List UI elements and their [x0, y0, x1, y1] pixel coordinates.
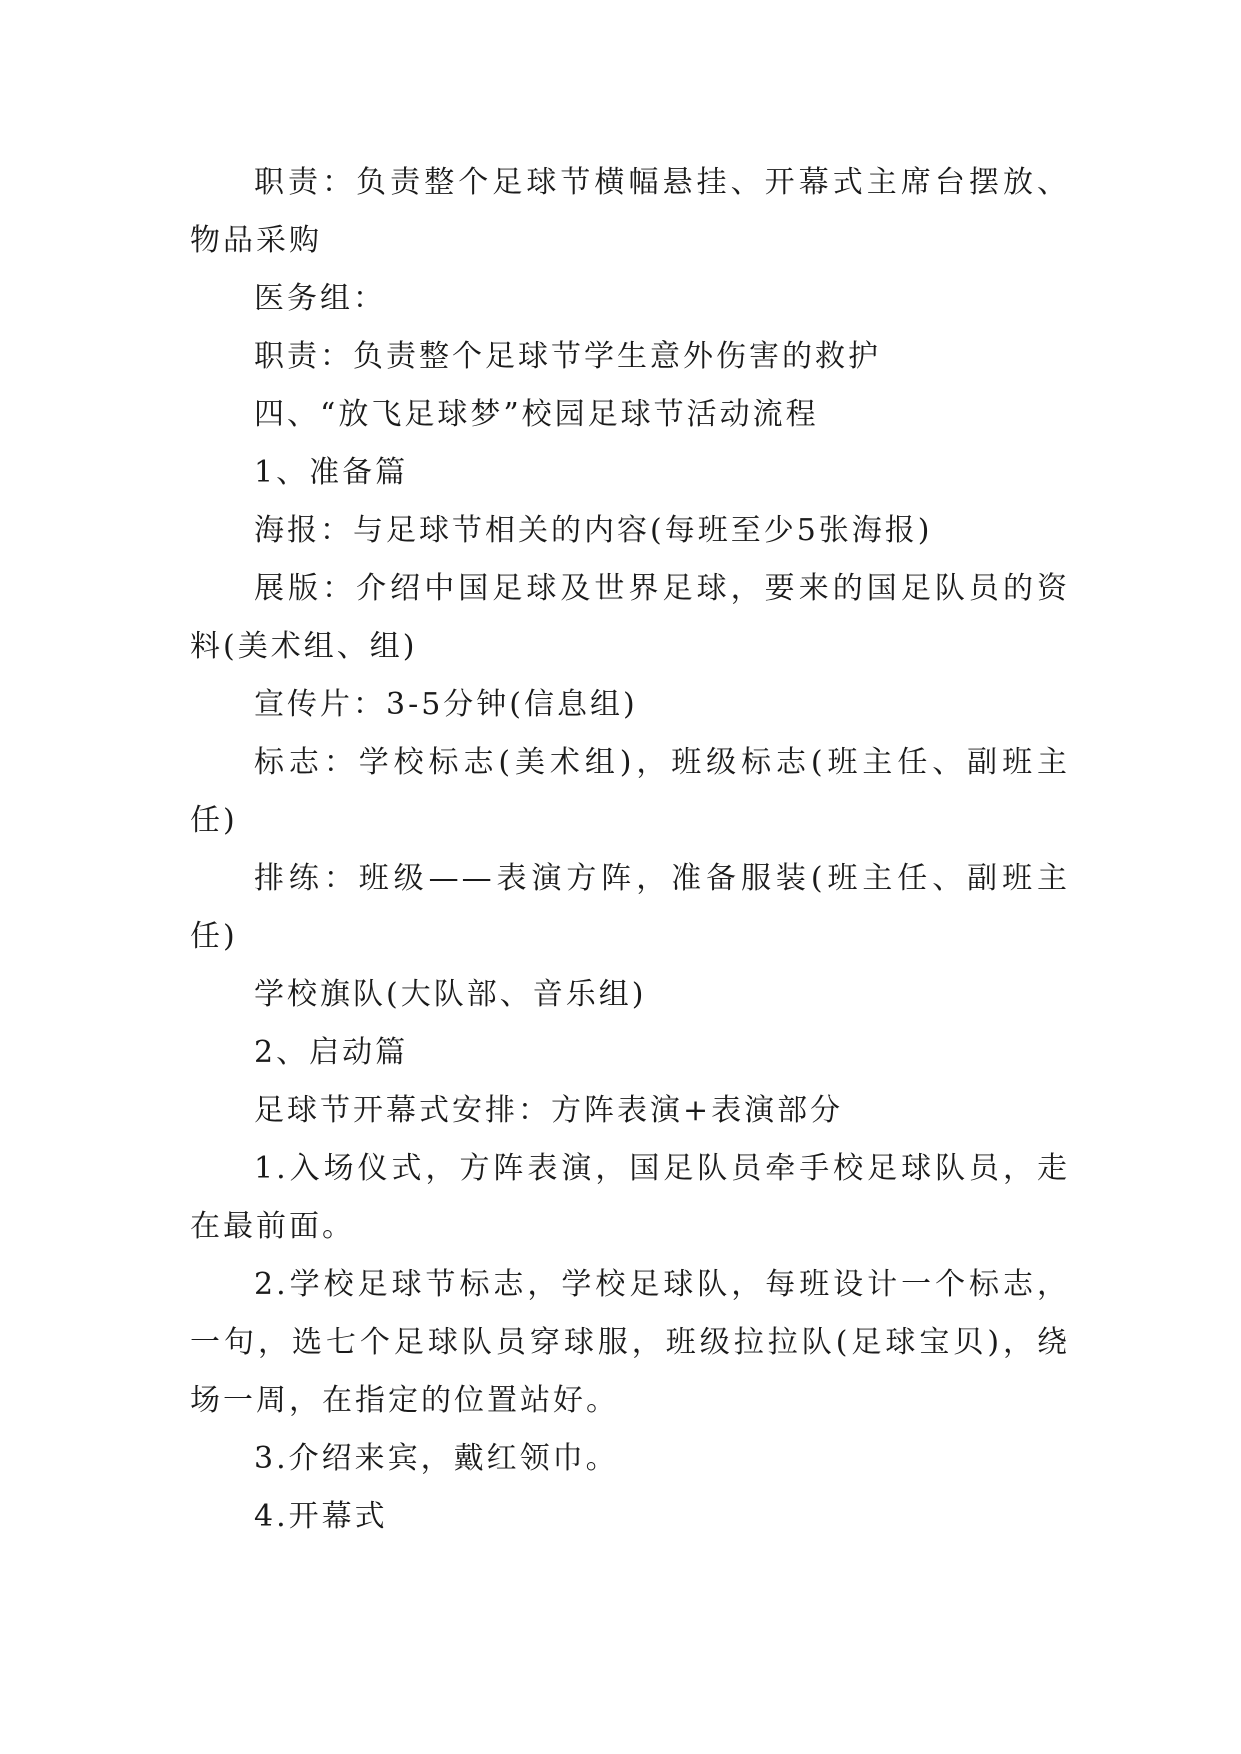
section-heading-activity-flow: 四、“放飞足球梦”校园足球节活动流程 — [254, 397, 819, 432]
paragraph-exhibition: 展版：介绍中国足球及世界足球，要来的国足队员的资料(美术组、组) — [190, 571, 1070, 664]
list-item-guests: 3.介绍来宾，戴红领巾。 — [254, 1441, 619, 1476]
subheading-launch: 2、启动篇 — [254, 1035, 409, 1070]
paragraph-logo: 标志：学校标志(美术组)，班级标志(班主任、副班主任) — [190, 745, 1070, 838]
paragraph-poster: 海报：与足球节相关的内容(每班至少5张海报) — [254, 513, 933, 548]
list-item-entrance: 1.入场仪式，方阵表演，国足队员牵手校足球队员，走在最前面。 — [190, 1151, 1070, 1244]
paragraph-promo-video: 宣传片：3-5分钟(信息组) — [254, 687, 638, 722]
paragraph-medical-duty: 职责：负责整个足球节学生意外伤害的救护 — [254, 339, 881, 374]
document-body — [190, 154, 1070, 1546]
paragraph-opening-arrangement: 足球节开幕式安排：方阵表演+表演部分 — [254, 1093, 844, 1128]
paragraph-flag-team: 学校旗队(大队部、音乐组) — [254, 977, 647, 1012]
list-item-school-logo: 2.学校足球节标志，学校足球队，每班设计一个标志，一句，选七个足球队员穿球服，班级拉拉队(足球宝贝)，绕场一周，在指定的位置站好。 — [190, 1267, 1070, 1418]
paragraph-rehearsal: 排练：班级——表演方阵，准备服装(班主任、副班主任) — [190, 861, 1070, 954]
paragraph-logistics-duty: 职责：负责整个足球节横幅悬挂、开幕式主席台摆放、物品采购 — [190, 165, 1070, 258]
subheading-preparation: 1、准备篇 — [254, 455, 409, 490]
paragraph-medical-group: 医务组： — [254, 281, 386, 316]
list-item-opening: 4.开幕式 — [254, 1499, 388, 1534]
